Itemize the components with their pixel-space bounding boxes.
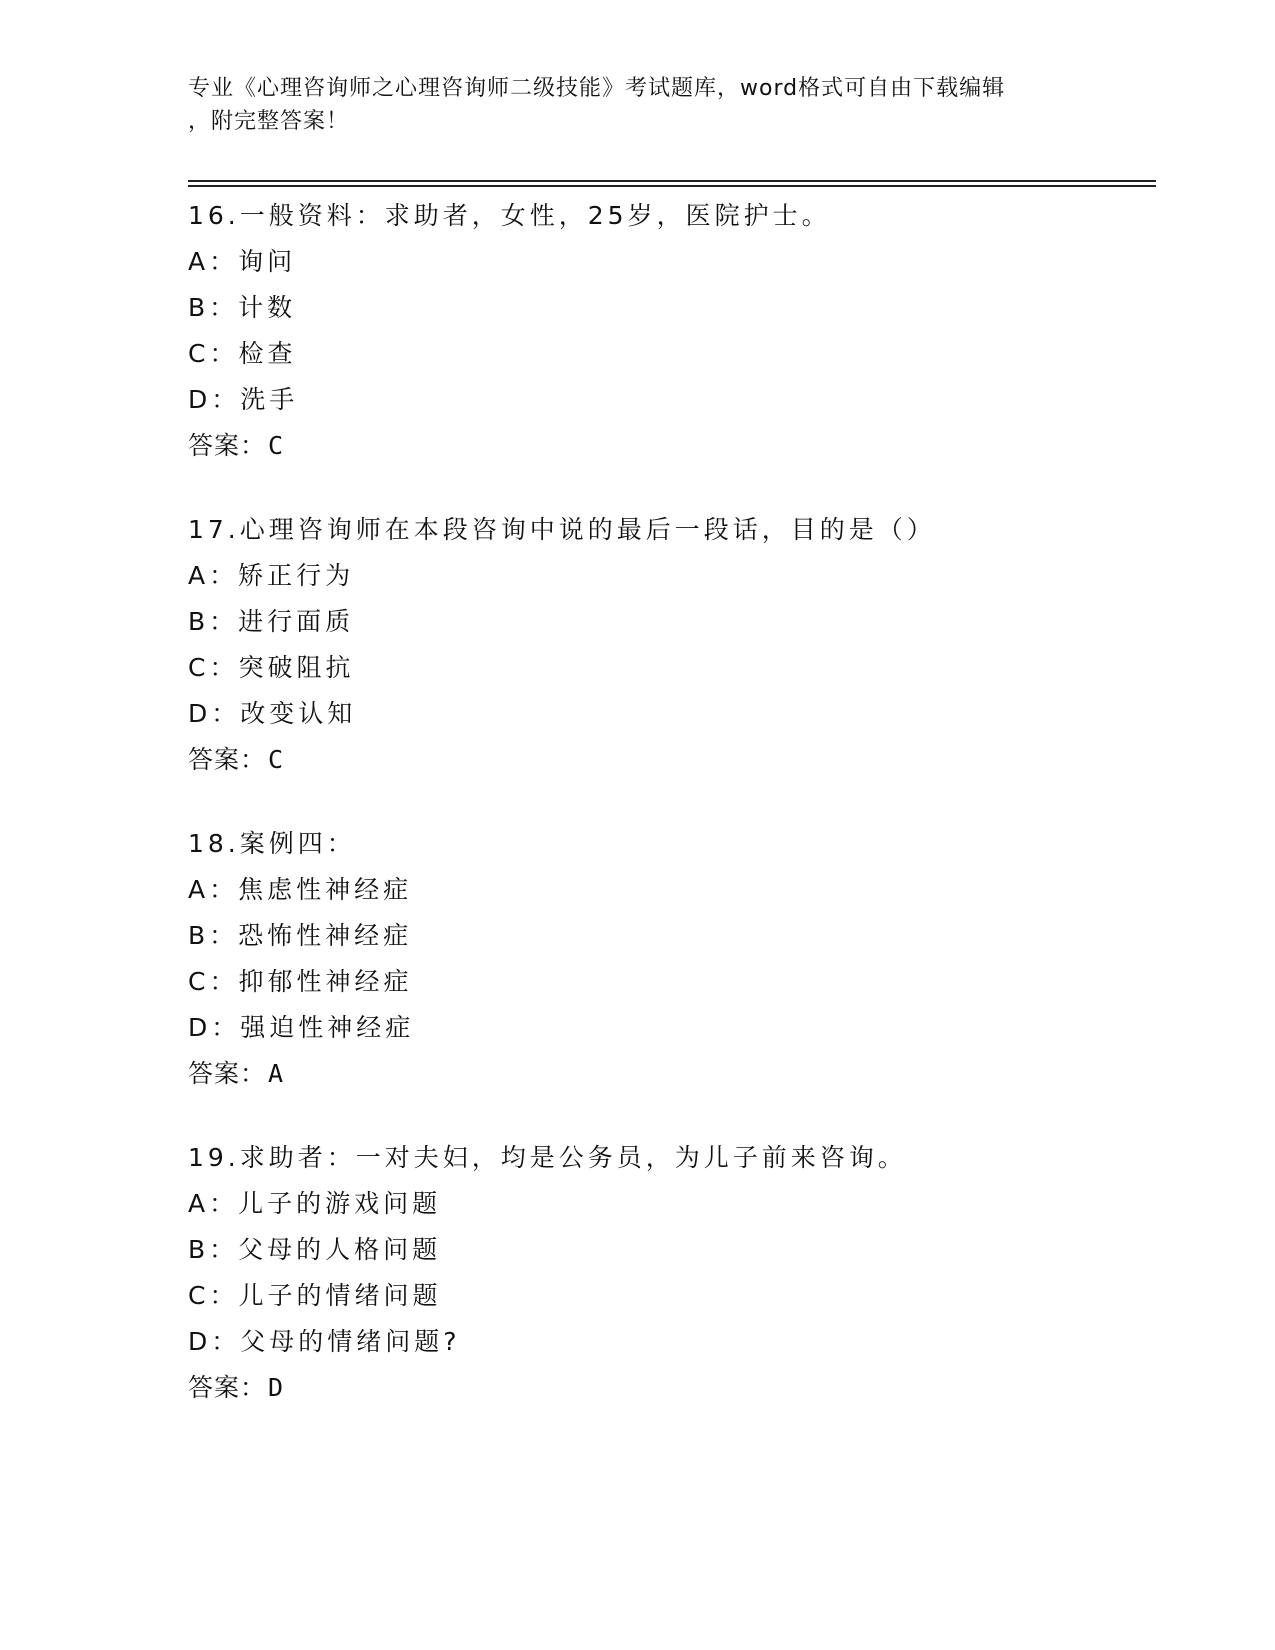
option-a: A：询问 <box>188 247 297 276</box>
option-b: B：进行面质 <box>188 607 355 636</box>
option-d: D：父母的情绪问题? <box>188 1327 461 1356</box>
question-title: 19.求助者：一对夫妇，均是公务员，为儿子前来咨询。 <box>188 1143 907 1172</box>
option-d: D：洗手 <box>188 385 299 414</box>
option-a: A：矫正行为 <box>188 561 355 590</box>
answer-label: 答案： <box>188 1373 267 1402</box>
answer-line <box>188 737 1148 783</box>
answer-label: 答案： <box>188 745 267 774</box>
option-c: C：儿子的情绪问题 <box>188 1281 442 1310</box>
option-d: D：改变认知 <box>188 699 357 728</box>
answer-line <box>188 1365 1148 1411</box>
question-19 <box>188 1135 1148 1411</box>
header-divider-top <box>188 180 1156 182</box>
option-a: A：儿子的游戏问题 <box>188 1189 442 1218</box>
answer-label: 答案： <box>188 431 267 460</box>
answer-value: C <box>268 431 285 460</box>
option-b: B：计数 <box>188 293 297 322</box>
question-18 <box>188 821 1148 1097</box>
option-c: C：抑郁性神经症 <box>188 967 413 996</box>
document-header: 专业《心理咨询师之心理咨询师二级技能》考试题库，word格式可自由下载编辑 ，附完整答案！ <box>188 76 1006 134</box>
answer-label: 答案： <box>188 1059 267 1088</box>
answer-value: D <box>268 1373 285 1402</box>
option-c: C：检查 <box>188 339 297 368</box>
header-divider-bottom <box>188 185 1156 187</box>
question-17 <box>188 507 1148 783</box>
question-list <box>188 193 1148 1449</box>
option-a: A：焦虑性神经症 <box>188 875 413 904</box>
question-title: 17.心理咨询师在本段咨询中说的最后一段话，目的是（） <box>188 515 936 544</box>
question-title: 18.案例四： <box>188 829 356 858</box>
answer-line <box>188 1051 1148 1097</box>
option-c: C：突破阻抗 <box>188 653 355 682</box>
question-title: 16.一般资料：求助者，女性，25岁，医院护士。 <box>188 201 831 230</box>
option-b: B：父母的人格问题 <box>188 1235 442 1264</box>
option-b: B：恐怖性神经症 <box>188 921 413 950</box>
answer-value: A <box>268 1059 285 1088</box>
question-16 <box>188 193 1148 469</box>
answer-line <box>188 423 1148 469</box>
answer-value: C <box>268 745 285 774</box>
option-d: D：强迫性神经症 <box>188 1013 415 1042</box>
